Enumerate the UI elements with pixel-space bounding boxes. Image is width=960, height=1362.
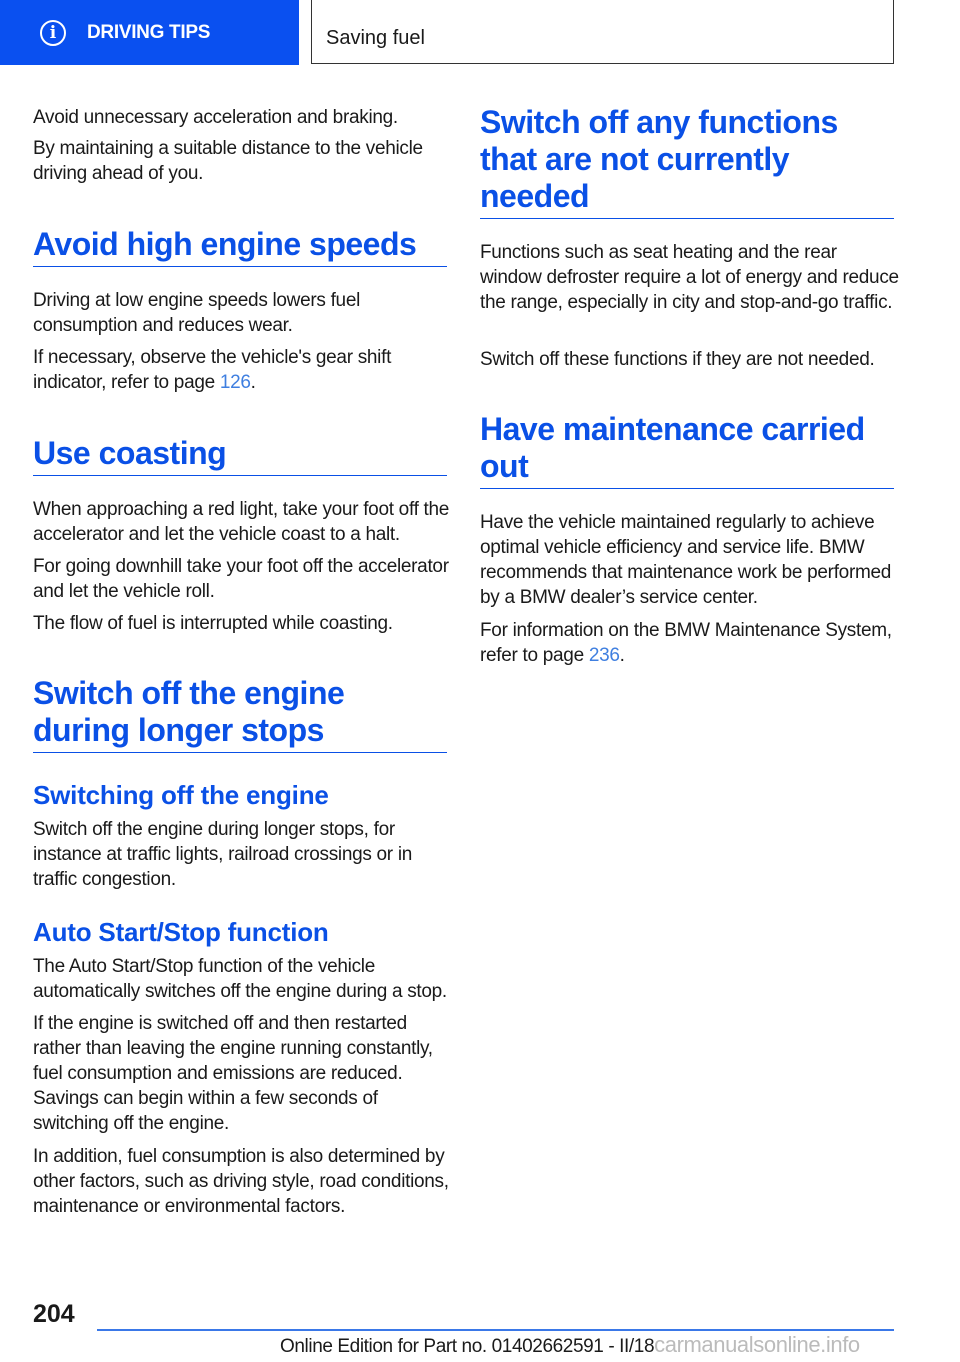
paragraph: For information on the BMW Maintenance System, refer to page 236.	[480, 620, 892, 666]
paragraph: Have the vehicle maintained regularly to achieve optimal vehicle efficiency and service life. BMW recommends that maintenance work be performed by a BMW dealer’s service center.	[480, 512, 892, 608]
paragraph: For going downhill take your foot off the accelerator and let the vehicle roll.	[33, 556, 449, 602]
page-link-126[interactable]: 126	[219, 372, 251, 393]
heading-switch-off-functions: Switch off any functions that are not currently needed	[480, 104, 894, 219]
breadcrumb	[311, 0, 894, 64]
edition-text: Online Edition for Part no. 01402662591 - II/18	[280, 1336, 655, 1357]
paragraph: In addition, fuel consumption is also determined by other factors, such as driving style, road conditions, maintenance or environmental factors.	[33, 1146, 449, 1217]
paragraph: The Auto Start/Stop function of the vehicle automatically switches off the engine during a stop.	[33, 956, 447, 1002]
section-tab	[0, 0, 299, 65]
paragraph: Avoid unnecessary acceleration and braking.	[33, 107, 398, 128]
paragraph: The flow of fuel is interrupted while coasting.	[33, 613, 393, 634]
heading-use-coasting: Use coasting	[33, 435, 447, 476]
paragraph: By maintaining a suitable distance to the vehicle driving ahead of you.	[33, 138, 423, 184]
info-icon: i	[40, 20, 66, 46]
page-number: 204	[33, 1300, 75, 1328]
text: For information on the BMW Maintenance System, refer to page	[480, 620, 892, 666]
heading-maintenance: Have maintenance carried out	[480, 411, 894, 489]
paragraph: If the engine is switched off and then restarted rather than leaving the engine running constantly, fuel consumption and emissions are reduced. Savings can begin within a few seconds of switching off the engine.	[33, 1013, 433, 1134]
subheading-auto-start-stop: Auto Start/Stop function	[33, 917, 329, 947]
footer-divider	[97, 1329, 894, 1331]
section-title: DRIVING TIPS	[87, 21, 211, 43]
footer-edition	[280, 1332, 860, 1358]
heading-avoid-high-engine-speeds: Avoid high engine speeds	[33, 226, 447, 267]
paragraph: If necessary, observe the vehicle's gear shift indicator, refer to page 126.	[33, 347, 392, 393]
paragraph: Switch off these functions if they are not needed.	[480, 349, 875, 370]
breadcrumb-label: Saving fuel	[326, 27, 425, 49]
subheading-switching-off: Switching off the engine	[33, 780, 329, 810]
paragraph: Driving at low engine speeds lowers fuel consumption and reduces wear.	[33, 290, 361, 336]
text: If necessary, observe the vehicle's gear shift indicator, refer to page	[33, 347, 392, 393]
paragraph: When approaching a red light, take your foot off the accelerator and let the vehicle coast to a halt.	[33, 499, 450, 545]
watermark: carmanualsonline.info	[654, 1332, 860, 1357]
page-link-236[interactable]: 236	[588, 645, 620, 666]
paragraph: Switch off the engine during longer stops, for instance at traffic lights, railroad crossings or in traffic congestion.	[33, 819, 413, 890]
heading-switch-off-engine: Switch off the engine during longer stops	[33, 675, 447, 753]
paragraph: Functions such as seat heating and the rear window defroster require a lot of energy and reduce the range, especially in city and stop-and-go traffic.	[480, 242, 899, 313]
